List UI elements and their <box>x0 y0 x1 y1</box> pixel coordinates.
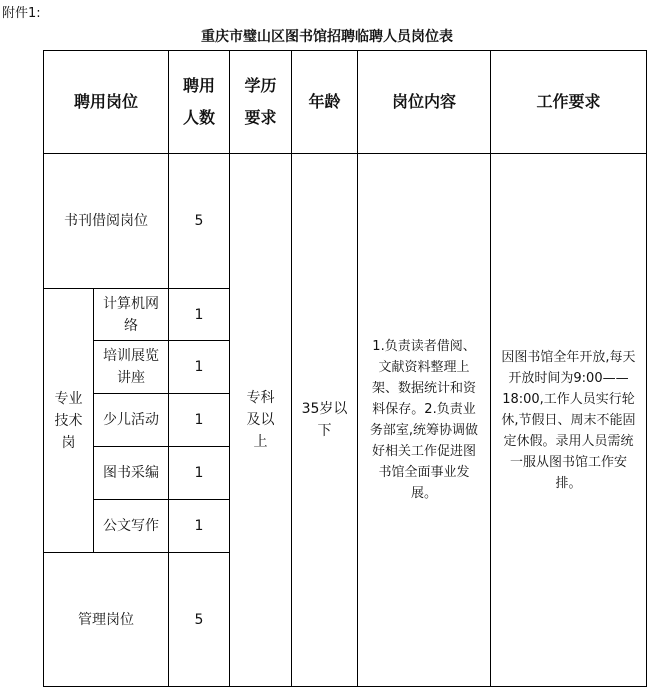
header-requirements: 工作要求 <box>536 92 601 111</box>
row-lending-name: 书刊借阅岗位 <box>64 213 148 229</box>
sub-position-name: 公文写作 <box>103 518 159 534</box>
sub-position-count: 1 <box>194 465 204 481</box>
table-title: 重庆市璧山区图书馆招聘临聘人员岗位表 <box>201 29 453 45</box>
row-professional-group: 专业技术岗 <box>54 390 83 451</box>
sub-position-name: 计算机网络 <box>103 295 159 334</box>
header-education: 学历要求 <box>244 76 277 127</box>
header-count: 聘用人数 <box>183 76 216 127</box>
sub-position-name: 培训展览讲座 <box>103 348 159 386</box>
sub-position-count: 1 <box>194 412 204 428</box>
shared-age: 35岁以下 <box>301 401 348 439</box>
sub-position-count: 1 <box>194 518 204 534</box>
header-position: 聘用岗位 <box>73 92 138 111</box>
header-age: 年龄 <box>308 92 341 111</box>
sub-position-count: 1 <box>194 359 204 375</box>
sub-position-name: 图书采编 <box>103 465 159 481</box>
row-management-name: 管理岗位 <box>78 611 134 628</box>
row-lending-count: 5 <box>194 213 204 229</box>
sub-position-count: 1 <box>194 306 204 323</box>
attachment-label: 附件1: <box>2 6 41 21</box>
sub-position-name: 少儿活动 <box>103 412 159 428</box>
header-content: 岗位内容 <box>391 92 456 111</box>
row-management-count: 5 <box>194 611 204 628</box>
shared-content: 1.负责读者借阅、文献资料整理上架、数据统计和资料保存。2.负责业务部室,统筹协调做好相关工作促进图书馆全面事业发展。 <box>369 339 479 501</box>
shared-requirements: 因图书馆全年开放,每天开放时间为9:00——18:00,工作人员实行轮休,节假日、周末不能固定休假。录用人员需统一服从图书馆工作安排。 <box>501 349 636 491</box>
shared-education: 专科及以上 <box>246 390 275 450</box>
